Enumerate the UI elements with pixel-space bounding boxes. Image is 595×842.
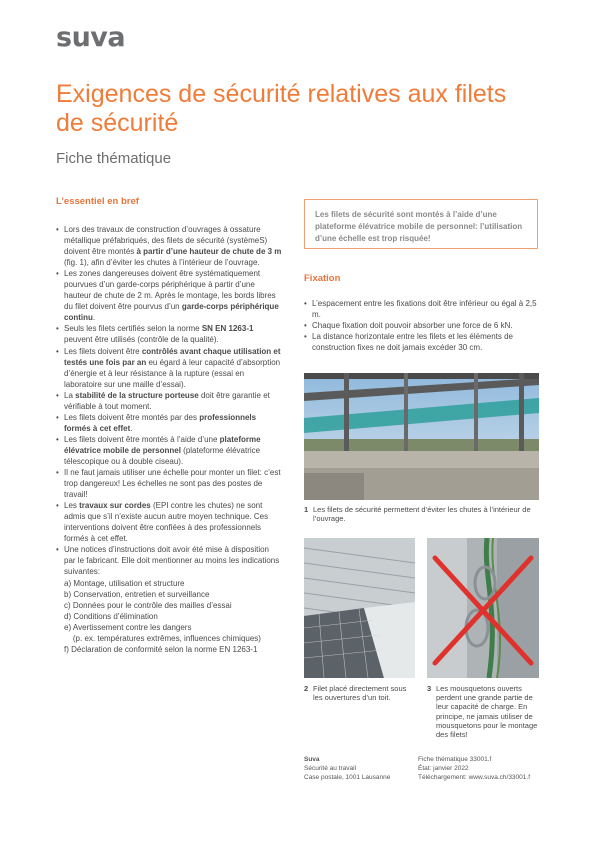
- essentials-item: • Les filets doivent être contrôlés avant chaque utilisation et testés une fois par an eu égard à leur capacité d’absorption d’énergie et à leur résistance à la rupture (essai en laboratoire sur une maille d’essai).: [56, 346, 282, 390]
- instruction-subitem: (p. ex. températures extrêmes, influences chimiques): [64, 633, 261, 643]
- instruction-subitem: a) Montage, utilisation et structure: [64, 578, 185, 588]
- instruction-subitem: c) Données pour le contrôle des mailles d’essai: [64, 600, 232, 610]
- footer-organization: [304, 755, 390, 782]
- footer-address: Case postale, 1001 Lausanne: [304, 774, 391, 781]
- fixation-list: [304, 298, 540, 353]
- figure-2-caption: 2 Filet placé directement sous les ouvertures d’un toit.: [304, 684, 407, 703]
- figure-1-photo: [304, 373, 539, 500]
- warning-callout: Les filets de sécurité sont montés à l’aide d’une plateforme élévatrice mobile de personnel: l’utilisation d’une échelle est trop risquée!: [304, 199, 538, 249]
- footer-ref-number: Fiche thématique 33001.f: [418, 756, 492, 763]
- footer-dept: Sécurité au travail: [304, 765, 357, 772]
- figure-3-caption: 3 Les mousquetons ouverts perdent une grande partie de leur capacité de charge. En principe, ne jamais utiliser de mousquetons pour le montage des filets!: [427, 684, 538, 740]
- essentials-item: • Les travaux sur cordes (EPI contre les chutes) ne sont admis que s’il n’existe aucun autre moyen technique. Ces interventions doivent être confiées à des professionnels formés à cet effet.: [56, 500, 282, 544]
- fixation-item: • Chaque fixation doit pouvoir absorber une force de 6 kN.: [304, 320, 540, 331]
- footer-date: État: janvier 2022: [418, 765, 469, 772]
- essentials-item: • Lors des travaux de construction d’ouvrages à ossature métallique préfabriqués, des filets de sécurité (systèmeS) doivent être montés à partir d’une hauteur de chute de 3 m (fig. 1), afin d’éviter les chutes à l’intérieur de l’ouvrage.: [56, 224, 282, 268]
- fixation-item: • La distance horizontale entre les filets et les éléments de construction fixes ne doit jamais excéder 30 cm.: [304, 331, 540, 353]
- essentials-item: • Les zones dangereuses doivent être systématiquement pourvues d’un garde-corps périphérique à partir d’une hauteur de chute de 2 m. Après le montage, les bords libres du filet doivent être pourvus d’un garde-corps périphérique continu.: [56, 268, 282, 323]
- essentials-item: • Il ne faut jamais utiliser une échelle pour monter un filet: c’est trop dangereux! Les échelles ne sont pas des postes de travail!: [56, 467, 282, 500]
- essentials-heading: L’essentiel en bref: [56, 196, 139, 207]
- essentials-item: • Seuls les filets certifiés selon la norme SN EN 1263-1 peuvent être utilisés (contrôle de la qualité).: [56, 323, 282, 345]
- figure-1-caption: 1 Les filets de sécurité permettent d’éviter les chutes à l’intérieur de l’ouvrage.: [304, 505, 531, 524]
- instruction-subitem: d) Conditions d’élimination: [64, 611, 158, 621]
- essentials-item: • Une notices d’instructions doit avoir été mise à disposition par le fabricant. Elle doit mentionner au moins les indications suivantes: a) Montage, utilisation et structure b) Conservation, entretien et surveillance c) Données pour le contrôle des mailles d’essai d) Conditions d’élimination e) Avertissement contre les dangers (p. ex. températures extrêmes, influences chimiques) f) Déclaration de conformité selon la norme EN 1263-1: [56, 544, 282, 654]
- footer-org: Suva: [304, 756, 320, 763]
- figure-2-photo: [304, 538, 415, 678]
- essentials-item: • Les filets doivent être montés à l’aide d’une plateforme élévatrice mobile de personnel (plateforme élévatrice télescopique ou à double ciseau).: [56, 434, 282, 467]
- page-subtitle: Fiche thématique: [56, 150, 172, 167]
- essentials-item: • La stabilité de la structure porteuse doit être garantie et vérifiable à tout moment.: [56, 390, 282, 412]
- footer-reference: [418, 755, 530, 782]
- instruction-subitem: e) Avertissement contre les dangers: [64, 622, 192, 632]
- suva-logo: suva: [56, 22, 126, 53]
- fixation-heading: Fixation: [304, 273, 341, 284]
- essentials-item: • Les filets doivent être montés par des professionnels formés à cet effet.: [56, 412, 282, 434]
- page-title: Exigences de sécurité relatives aux filets de sécurité: [56, 80, 507, 137]
- figure-3-photo: [427, 538, 539, 678]
- fixation-item: • L’espacement entre les fixations doit être inférieur ou égal à 2,5 m.: [304, 298, 540, 320]
- instruction-subitem: b) Conservation, entretien et surveillance: [64, 589, 210, 599]
- essentials-list: [56, 224, 282, 655]
- footer-download: Téléchargement: www.suva.ch/33001.f: [418, 774, 531, 781]
- instruction-subitem: f) Déclaration de conformité selon la norme EN 1263-1: [64, 644, 258, 654]
